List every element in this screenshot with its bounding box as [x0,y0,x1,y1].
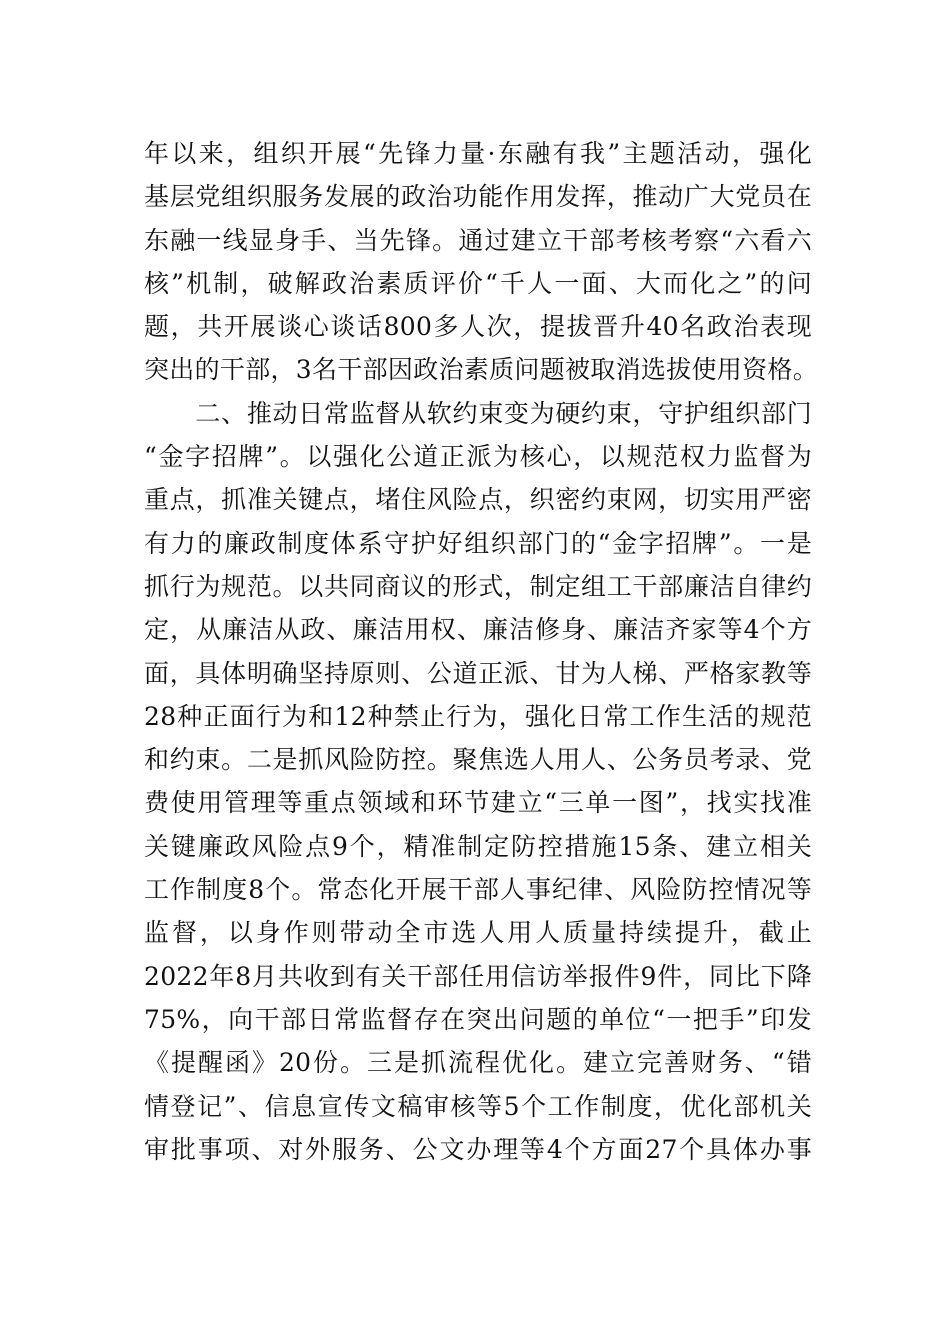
text-line: 情登记”、信息宣传文稿审核等5个工作制度，优化部机关 [144,1091,812,1121]
text-line: 监督，以身作则带动全市选人用人质量持续提升，截止 [144,918,812,948]
text-line: 28种正面行为和12种禁止行为，强化日常工作生活的规范 [144,701,812,731]
text-line: 重点，抓准关键点，堵住风险点，织密约束网，切实用严密 [144,485,812,515]
text-line: “金字招牌”。以强化公道正派为核心，以规范权力监督为 [144,442,812,472]
text-line: 年以来，组织开展“先锋力量·东融有我”主题活动，强化 [144,139,812,168]
text-line: 东融一线显身手、当先锋。通过建立干部考核考察“六看六 [144,225,812,255]
text-line: 工作制度8个。常态化开展干部人事纪律、风险防控情况等 [144,875,812,905]
text-line: 审批事项、对外服务、公文办理等4个方面27个具体办事 [144,1134,812,1164]
section-heading-line: 二、推动日常监督从软约束变为硬约束，守护组织部门 [144,398,812,428]
text-line: 有力的廉政制度体系守护好组织部门的“金字招牌”。一是 [144,528,812,558]
body-text [144,132,819,1171]
text-line: 题，共开展谈心谈话800多人次，提拔晋升40名政治表现 [144,312,812,342]
text-line: 面，具体明确坚持原则、公道正派、甘为人梯、严格家教等 [144,658,812,688]
text-line: 抓行为规范。以共同商议的形式，制定组工干部廉洁自律约 [144,571,812,601]
text-line: 费使用管理等重点领域和环节建立“三单一图”，找实找准 [144,788,812,818]
text-line: 定，从廉洁从政、廉洁用权、廉洁修身、廉洁齐家等4个方 [144,615,812,645]
text-line: 《提醒函》20份。三是抓流程优化。建立完善财务、“错 [144,1048,812,1078]
text-line: 突出的干部，3名干部因政治素质问题被取消选拔使用资格。 [144,355,819,385]
text-line: 关键廉政风险点9个，精准制定防控措施15条、建立相关 [144,831,812,861]
text-line: 75%，向干部日常监督存在突出问题的单位“一把手”印发 [144,1004,812,1034]
text-line: 基层党组织服务发展的政治功能作用发挥，推动广大党员在 [144,182,812,212]
text-line: 2022年8月共收到有关干部任用信访举报件9件，同比下降 [144,961,812,991]
text-line: 核”机制，破解政治素质评价“千人一面、大而化之”的问 [144,268,812,298]
text-line: 和约束。二是抓风险防控。聚焦选人用人、公务员考录、党 [144,745,812,775]
